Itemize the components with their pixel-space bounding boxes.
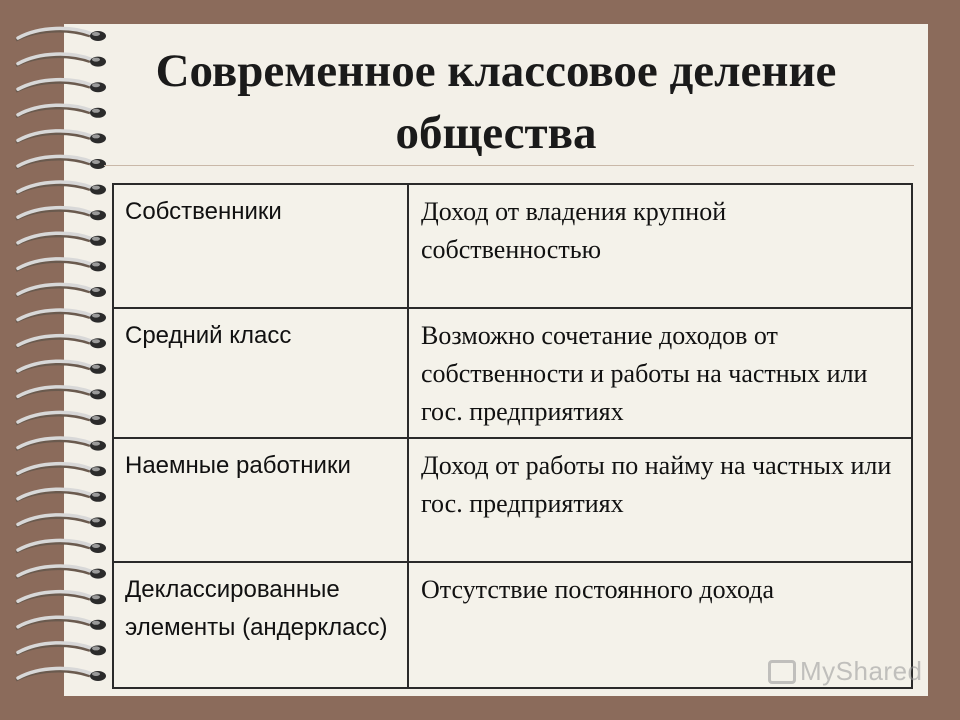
group-cell: Деклассированные элементы (андеркласс) bbox=[113, 562, 408, 688]
group-cell: Средний класс bbox=[113, 308, 408, 438]
group-cell: Собственники bbox=[113, 184, 408, 308]
group-cell: Наемные работники bbox=[113, 438, 408, 562]
income-cell: Отсутствие постоянного дохода bbox=[408, 562, 912, 688]
table-row bbox=[113, 184, 912, 308]
watermark bbox=[768, 656, 923, 687]
watermark-text: MyShared bbox=[800, 656, 923, 686]
income-cell: Доход от работы по найму на частных или гос. предприятиях bbox=[408, 438, 912, 562]
table-row bbox=[113, 438, 912, 562]
income-cell: Доход от владения крупной собственностью bbox=[408, 184, 912, 308]
title-divider bbox=[104, 165, 914, 166]
income-cell: Возможно сочетание доходов от собственности и работы на частных или гос. предприятиях bbox=[408, 308, 912, 438]
class-division-table bbox=[112, 183, 913, 689]
presentation-logo-icon bbox=[768, 660, 796, 684]
page-title: Современное классовое деление общества bbox=[155, 45, 837, 159]
table-row bbox=[113, 308, 912, 438]
